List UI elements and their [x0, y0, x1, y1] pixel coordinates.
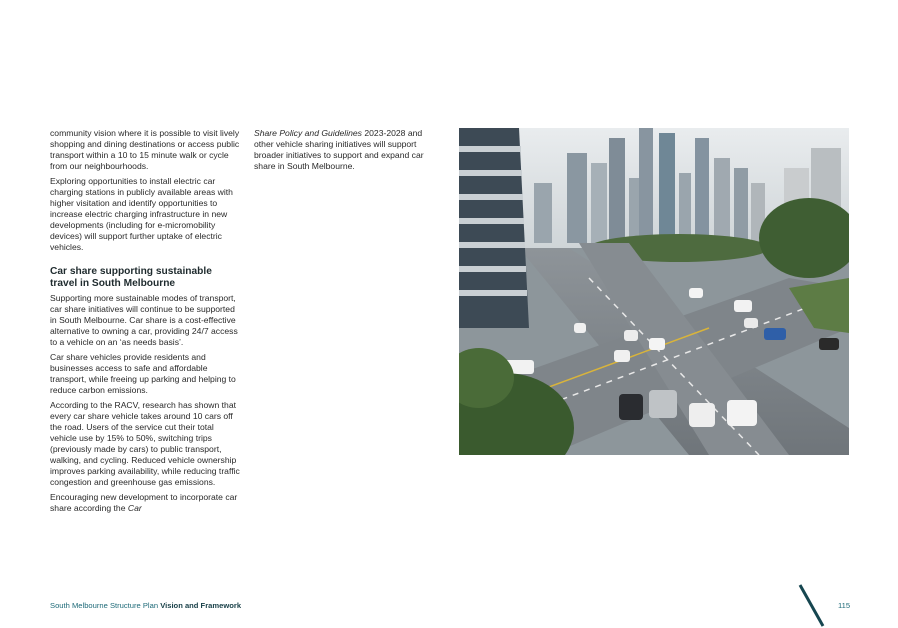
intersection-photo [459, 128, 849, 455]
paragraph-community-vision: community vision where it is possible to visit lively shopping and dining destinations or access public transport within a 10 to 15 minute walk or cycle from our neighbourhoods. [50, 128, 240, 171]
paragraph-electric-charging: Exploring opportunities to install electric car charging stations in publicly available areas with higher visitation and identify opportunities to increase electric charging infrastructure in new developments (including for e-micromobility devices) will support further uptake of electric vehicles. [50, 176, 233, 252]
paragraph-encouraging-development [50, 492, 240, 514]
text-column-middle [254, 128, 444, 176]
policy-title-italic: Car [127, 503, 142, 513]
paragraph-text: Encouraging new development to incorporate car share according the [50, 492, 238, 513]
paragraph-car-share-support: Supporting more sustainable modes of transport, car share initiatives will continue to be supported in South Melbourne. Car share is a cost-effective alternative to owning a car, providing 24/7 access to a vehicle on an ‘as needs basis’. [50, 293, 238, 347]
footer-title-text: South Melbourne Structure Plan [50, 601, 161, 610]
policy-title-italic: Share Policy and Guidelines [254, 128, 362, 138]
section-heading-car-share: Car share supporting sustainable travel in South Melbourne [50, 266, 212, 289]
text-column-left [50, 128, 240, 518]
paragraph-policy-guidelines [254, 128, 444, 172]
paragraph-racv-research: According to the RACV, research has shown that every car share vehicle takes around 10 cars off the road. Users of the service cut their total vehicle use by 15% to 50%, switching trips (previously made by cars) to public transport, walking, and cycling. Reduced vehicle ownership improves parking availability, while reducing traffic congestion and greenhouse gas emissions. [50, 400, 240, 487]
footer-document-title [50, 601, 241, 610]
decorative-slash-graphic [796, 582, 828, 628]
paragraph-text: 2023-2028 and other vehicle sharing initiatives will support broader initiatives to support and expand car share in South Melbourne. [254, 128, 424, 171]
footer-section-name: Vision and Framework [160, 601, 242, 610]
city-intersection-illustration [459, 128, 849, 455]
paragraph-car-share-benefits: Car share vehicles provide residents and businesses access to safe and affordable transport, while freeing up parking and helping to reduce carbon emissions. [50, 352, 236, 395]
page-number: 115 [838, 601, 851, 610]
